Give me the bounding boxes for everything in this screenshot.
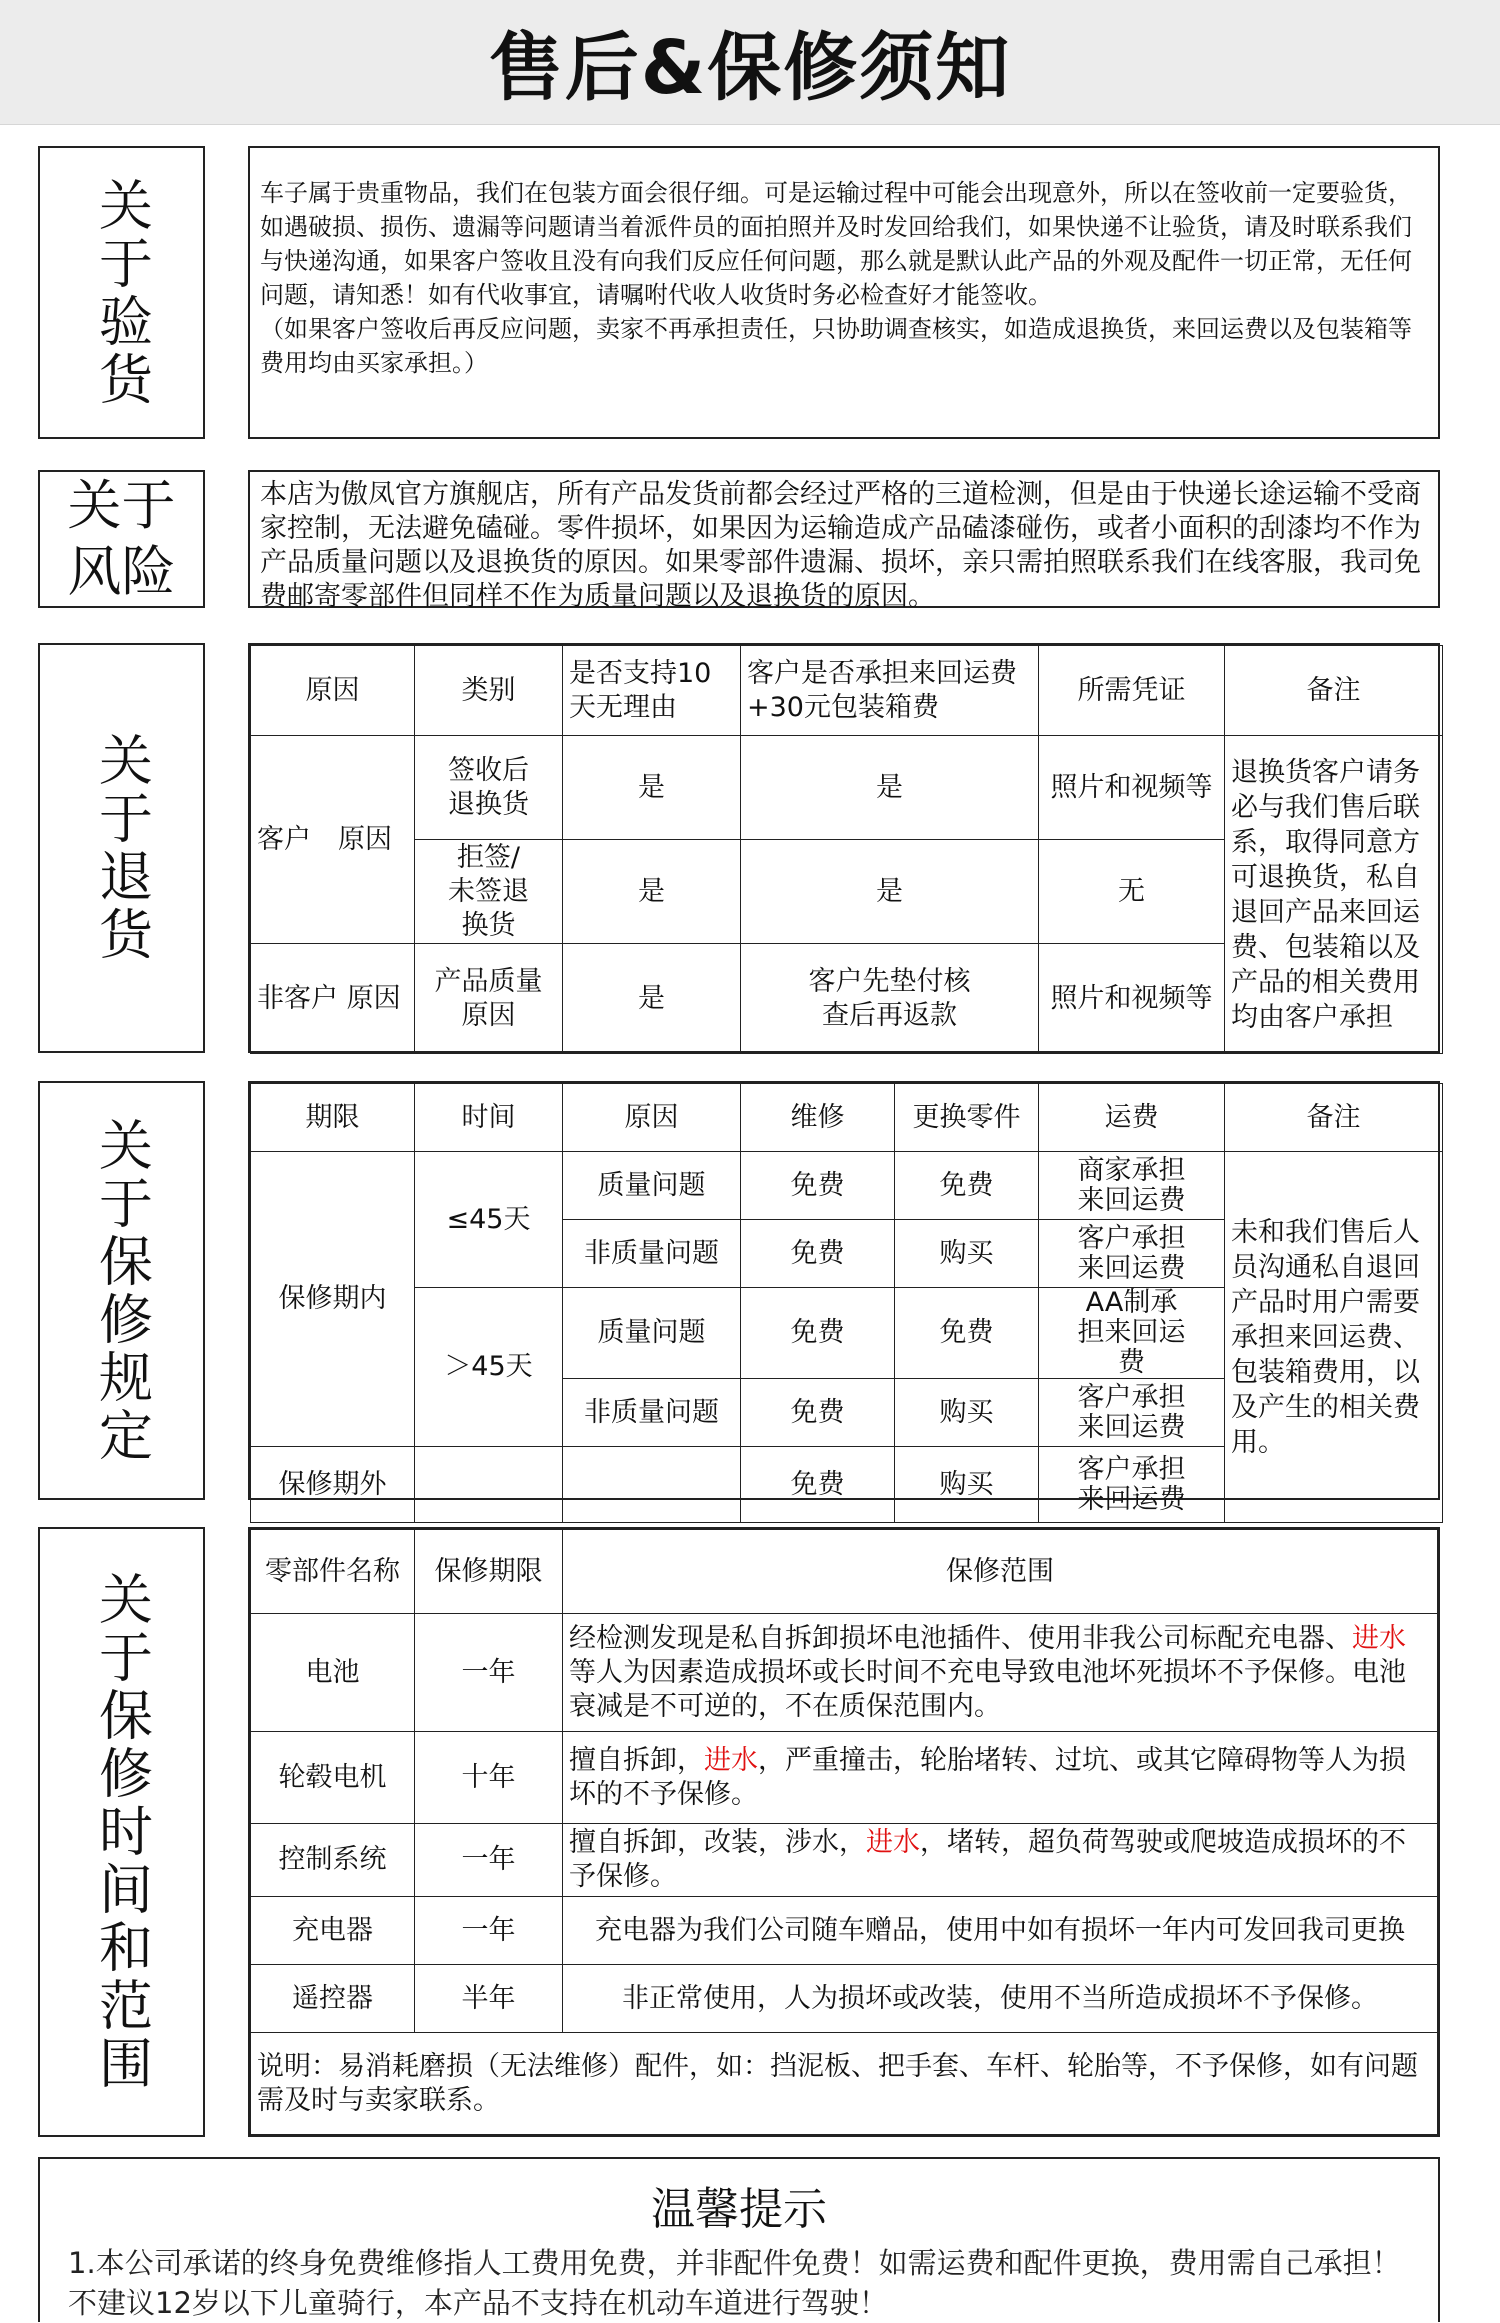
inspection-text: 车子属于贵重物品，我们在包装方面会很仔细。可是运输过程中可能会出现意外，所以在签收前一定要验货，如遇破损、损伤、遗漏等问题请当着派件员的面拍照并及时发回给我们，如果快递不让验货，请及时联系我们与快递沟通，如果客户签收且没有向我们反应任何问题，那么就是默认此产品的外观及配件一切正常，无任何问题，请知悉！如有代收事宜，请嘱咐代收人收货时务必检查好才能签收。 bbox=[260, 179, 1412, 309]
proof-cell: 无 bbox=[1039, 840, 1225, 944]
page-title: 售后&保修须知 bbox=[488, 25, 1012, 111]
section-label-warranty-scope bbox=[38, 1527, 205, 2137]
scope-text: 经检测发现是私自拆卸损坏电池插件、使用非我公司标配充电器、 bbox=[569, 1622, 1352, 1654]
page-header bbox=[0, 0, 1500, 125]
proof-cell: 照片和视频等 bbox=[1039, 736, 1225, 840]
header-cell: 维修 bbox=[741, 1084, 895, 1152]
scope-text: 擅自拆卸， bbox=[569, 1744, 704, 1776]
inspection-content bbox=[248, 146, 1440, 439]
label-text: 关于保修规定 bbox=[90, 1116, 154, 1465]
period-cell: 一年 bbox=[415, 1824, 563, 1897]
support-cell: 是 bbox=[563, 840, 741, 944]
table-header-row bbox=[251, 1084, 1443, 1152]
section-label-warranty-rules bbox=[38, 1081, 205, 1500]
scope-note: 说明：易消耗磨损（无法维修）配件，如：挡泥板、把手套、车杆、轮胎等，不予保修，如有问题需及时与卖家联系。 bbox=[251, 2033, 1438, 2135]
table-row bbox=[251, 1152, 1443, 1220]
fee-cell: 是 bbox=[741, 840, 1039, 944]
section-label-inspection bbox=[38, 146, 205, 439]
header-cell: 所需凭证 bbox=[1039, 646, 1225, 736]
support-cell: 是 bbox=[563, 736, 741, 840]
header-cell: 类别 bbox=[415, 646, 563, 736]
header-cell: 保修范围 bbox=[563, 1530, 1438, 1614]
scope-text: 等人为因素造成损坏或长时间不充电导致电池坏死损坏不予保修。电池衰减是不可逆的，不在质保范围内。 bbox=[569, 1656, 1406, 1722]
part-cell: 控制系统 bbox=[251, 1824, 415, 1897]
returns-table-wrap bbox=[248, 643, 1440, 1053]
part-cell: 遥控器 bbox=[251, 1965, 415, 2033]
scope-highlight: 进水 bbox=[866, 1827, 920, 1858]
table-row bbox=[251, 1965, 1438, 2033]
warranty-rules-table bbox=[250, 1083, 1443, 1523]
reason-cell: 质量问题 bbox=[563, 1152, 741, 1220]
label-text: 关于验货 bbox=[90, 176, 154, 409]
table-row bbox=[251, 1824, 1438, 1897]
table-header-row bbox=[251, 646, 1443, 736]
table-row bbox=[251, 736, 1443, 840]
scope-text: ，堵转，超负荷驾驶或爬坡造成损坏的不予保修。 bbox=[569, 1827, 1406, 1892]
tips-title: 温馨提示 bbox=[651, 2184, 827, 2235]
period-cell: 一年 bbox=[415, 1614, 563, 1732]
tips-text: 1.本公司承诺的终身免费维修指人工费用免费，并非配件免费！如需运费和配件更换，费用需自己承担！不建议12岁以下儿童骑行，本产品不支持在机动车道进行驾驶！ bbox=[68, 2246, 1401, 2320]
header-cell: 期限 bbox=[251, 1084, 415, 1152]
repair-cell: 免费 bbox=[741, 1288, 895, 1379]
scope-text: ，严重撞击，轮胎堵转、过坑、或其它障碍物等人为损坏的不予保修。 bbox=[569, 1744, 1406, 1810]
reason-cell: 质量问题 bbox=[563, 1288, 741, 1379]
label-text: 关于风险 bbox=[67, 474, 176, 603]
period-cell: 十年 bbox=[415, 1732, 563, 1824]
table-row bbox=[251, 1614, 1438, 1732]
table-note-row bbox=[251, 2033, 1438, 2135]
table-header-row bbox=[251, 1530, 1438, 1614]
shipping-cell: 客户承担来回运费 bbox=[1039, 1379, 1225, 1447]
table-row bbox=[251, 1732, 1438, 1824]
section-label-returns bbox=[38, 643, 205, 1053]
scope-text: 充电器为我们公司随车赠品，使用中如有损坏一年内可发回我司更换 bbox=[595, 1914, 1405, 1946]
part-cell: 充电器 bbox=[251, 1897, 415, 1965]
fee-cell: 是 bbox=[741, 736, 1039, 840]
label-text: 关于保修时间和范围 bbox=[90, 1571, 154, 2093]
repair-cell: 免费 bbox=[741, 1152, 895, 1220]
reason-customer: 客户 原因 bbox=[251, 736, 415, 944]
scope-cell bbox=[563, 1965, 1438, 2033]
warranty-rules-table-wrap bbox=[248, 1081, 1440, 1515]
repair-cell: 免费 bbox=[741, 1447, 895, 1523]
part-cell: 轮毂电机 bbox=[251, 1732, 415, 1824]
table-row bbox=[251, 1897, 1438, 1965]
reason-cell: 非质量问题 bbox=[563, 1379, 741, 1447]
shipping-cell: AA制承担来回运费 bbox=[1039, 1288, 1225, 1379]
header-cell: 零部件名称 bbox=[251, 1530, 415, 1614]
scope-highlight: 进水 bbox=[704, 1744, 758, 1776]
category-cell: 产品质量原因 bbox=[415, 944, 563, 1054]
repair-cell: 免费 bbox=[741, 1379, 895, 1447]
tips-box bbox=[38, 2157, 1440, 2322]
scope-cell bbox=[563, 1614, 1438, 1732]
header-cell: 是否支持10天无理由 bbox=[563, 646, 741, 736]
header-cell: 时间 bbox=[415, 1084, 563, 1152]
period-in-cell: 保修期内 bbox=[251, 1152, 415, 1447]
parts-cell: 购买 bbox=[895, 1220, 1039, 1288]
label-text: 关于退货 bbox=[90, 732, 154, 964]
time-cell bbox=[415, 1447, 563, 1523]
scope-cell bbox=[563, 1897, 1438, 1965]
parts-cell: 购买 bbox=[895, 1447, 1039, 1523]
returns-table bbox=[250, 645, 1443, 1054]
repair-cell: 免费 bbox=[741, 1220, 895, 1288]
category-cell: 签收后退换货 bbox=[415, 736, 563, 840]
scope-cell bbox=[563, 1824, 1438, 1897]
header-cell: 原因 bbox=[251, 646, 415, 736]
period-out-cell: 保修期外 bbox=[251, 1447, 415, 1523]
warranty-scope-table-wrap bbox=[248, 1527, 1440, 2137]
reason-non-customer: 非客户 原因 bbox=[251, 944, 415, 1054]
reason-cell: 非质量问题 bbox=[563, 1220, 741, 1288]
category-cell: 拒签/未签退换货 bbox=[415, 840, 563, 944]
parts-cell: 免费 bbox=[895, 1152, 1039, 1220]
section-label-risk bbox=[38, 470, 205, 608]
shipping-cell: 客户承担来回运费 bbox=[1039, 1447, 1225, 1523]
header-cell: 客户是否承担来回运费+30元包装箱费 bbox=[741, 646, 1039, 736]
header-cell: 备注 bbox=[1225, 1084, 1443, 1152]
header-cell: 更换零件 bbox=[895, 1084, 1039, 1152]
proof-cell: 照片和视频等 bbox=[1039, 944, 1225, 1054]
risk-text: 本店为傲凤官方旗舰店，所有产品发货前都会经过严格的三道检测，但是由于快递长途运输不受商家控制，无法避免磕碰。零件损坏，如果因为运输造成产品磕漆碰伤，或者小面积的刮漆均不作为产品质量问题以及退换货的原因。如果零部件遗漏、损坏，亲只需拍照联系我们在线客服，我司免费邮寄零部件但同样不作为质量问题以及退换货的原因。 bbox=[260, 479, 1421, 612]
reason-cell bbox=[563, 1447, 741, 1523]
header-cell: 原因 bbox=[563, 1084, 741, 1152]
scope-cell bbox=[563, 1732, 1438, 1824]
parts-cell: 免费 bbox=[895, 1288, 1039, 1379]
remark-cell: 退换货客户请务必与我们售后联系，取得同意方可退换货，私自退回产品来回运费、包装箱以及产品的相关费用均由客户承担 bbox=[1225, 736, 1443, 1054]
support-cell: 是 bbox=[563, 944, 741, 1054]
time-cell: ≤45天 bbox=[415, 1152, 563, 1288]
header-cell: 保修期限 bbox=[415, 1530, 563, 1614]
parts-cell: 购买 bbox=[895, 1379, 1039, 1447]
period-cell: 半年 bbox=[415, 1965, 563, 2033]
risk-content bbox=[248, 470, 1440, 612]
inspection-note: （如果客户签收后再反应问题，卖家不再承担责任，只协助调查核实，如造成退换货，来回运费以及包装箱等费用均由买家承担。） bbox=[260, 315, 1412, 377]
time-cell: ＞45天 bbox=[415, 1288, 563, 1447]
header-cell: 运费 bbox=[1039, 1084, 1225, 1152]
period-cell: 一年 bbox=[415, 1897, 563, 1965]
fee-cell: 客户先垫付核查后再返款 bbox=[741, 944, 1039, 1054]
part-cell: 电池 bbox=[251, 1614, 415, 1732]
scope-text: 擅自拆卸，改装，涉水， bbox=[569, 1827, 866, 1858]
warranty-scope-table bbox=[250, 1529, 1438, 2135]
shipping-cell: 客户承担来回运费 bbox=[1039, 1220, 1225, 1288]
scope-text: 非正常使用，人为损坏或改装，使用不当所造成损坏不予保修。 bbox=[622, 1982, 1378, 2014]
shipping-cell: 商家承担来回运费 bbox=[1039, 1152, 1225, 1220]
scope-highlight: 进水 bbox=[1352, 1622, 1406, 1654]
header-cell: 备注 bbox=[1225, 646, 1443, 736]
remark-cell: 未和我们售后人员沟通私自退回产品时用户需要承担来回运费、包装箱费用，以及产生的相关费用。 bbox=[1225, 1152, 1443, 1523]
